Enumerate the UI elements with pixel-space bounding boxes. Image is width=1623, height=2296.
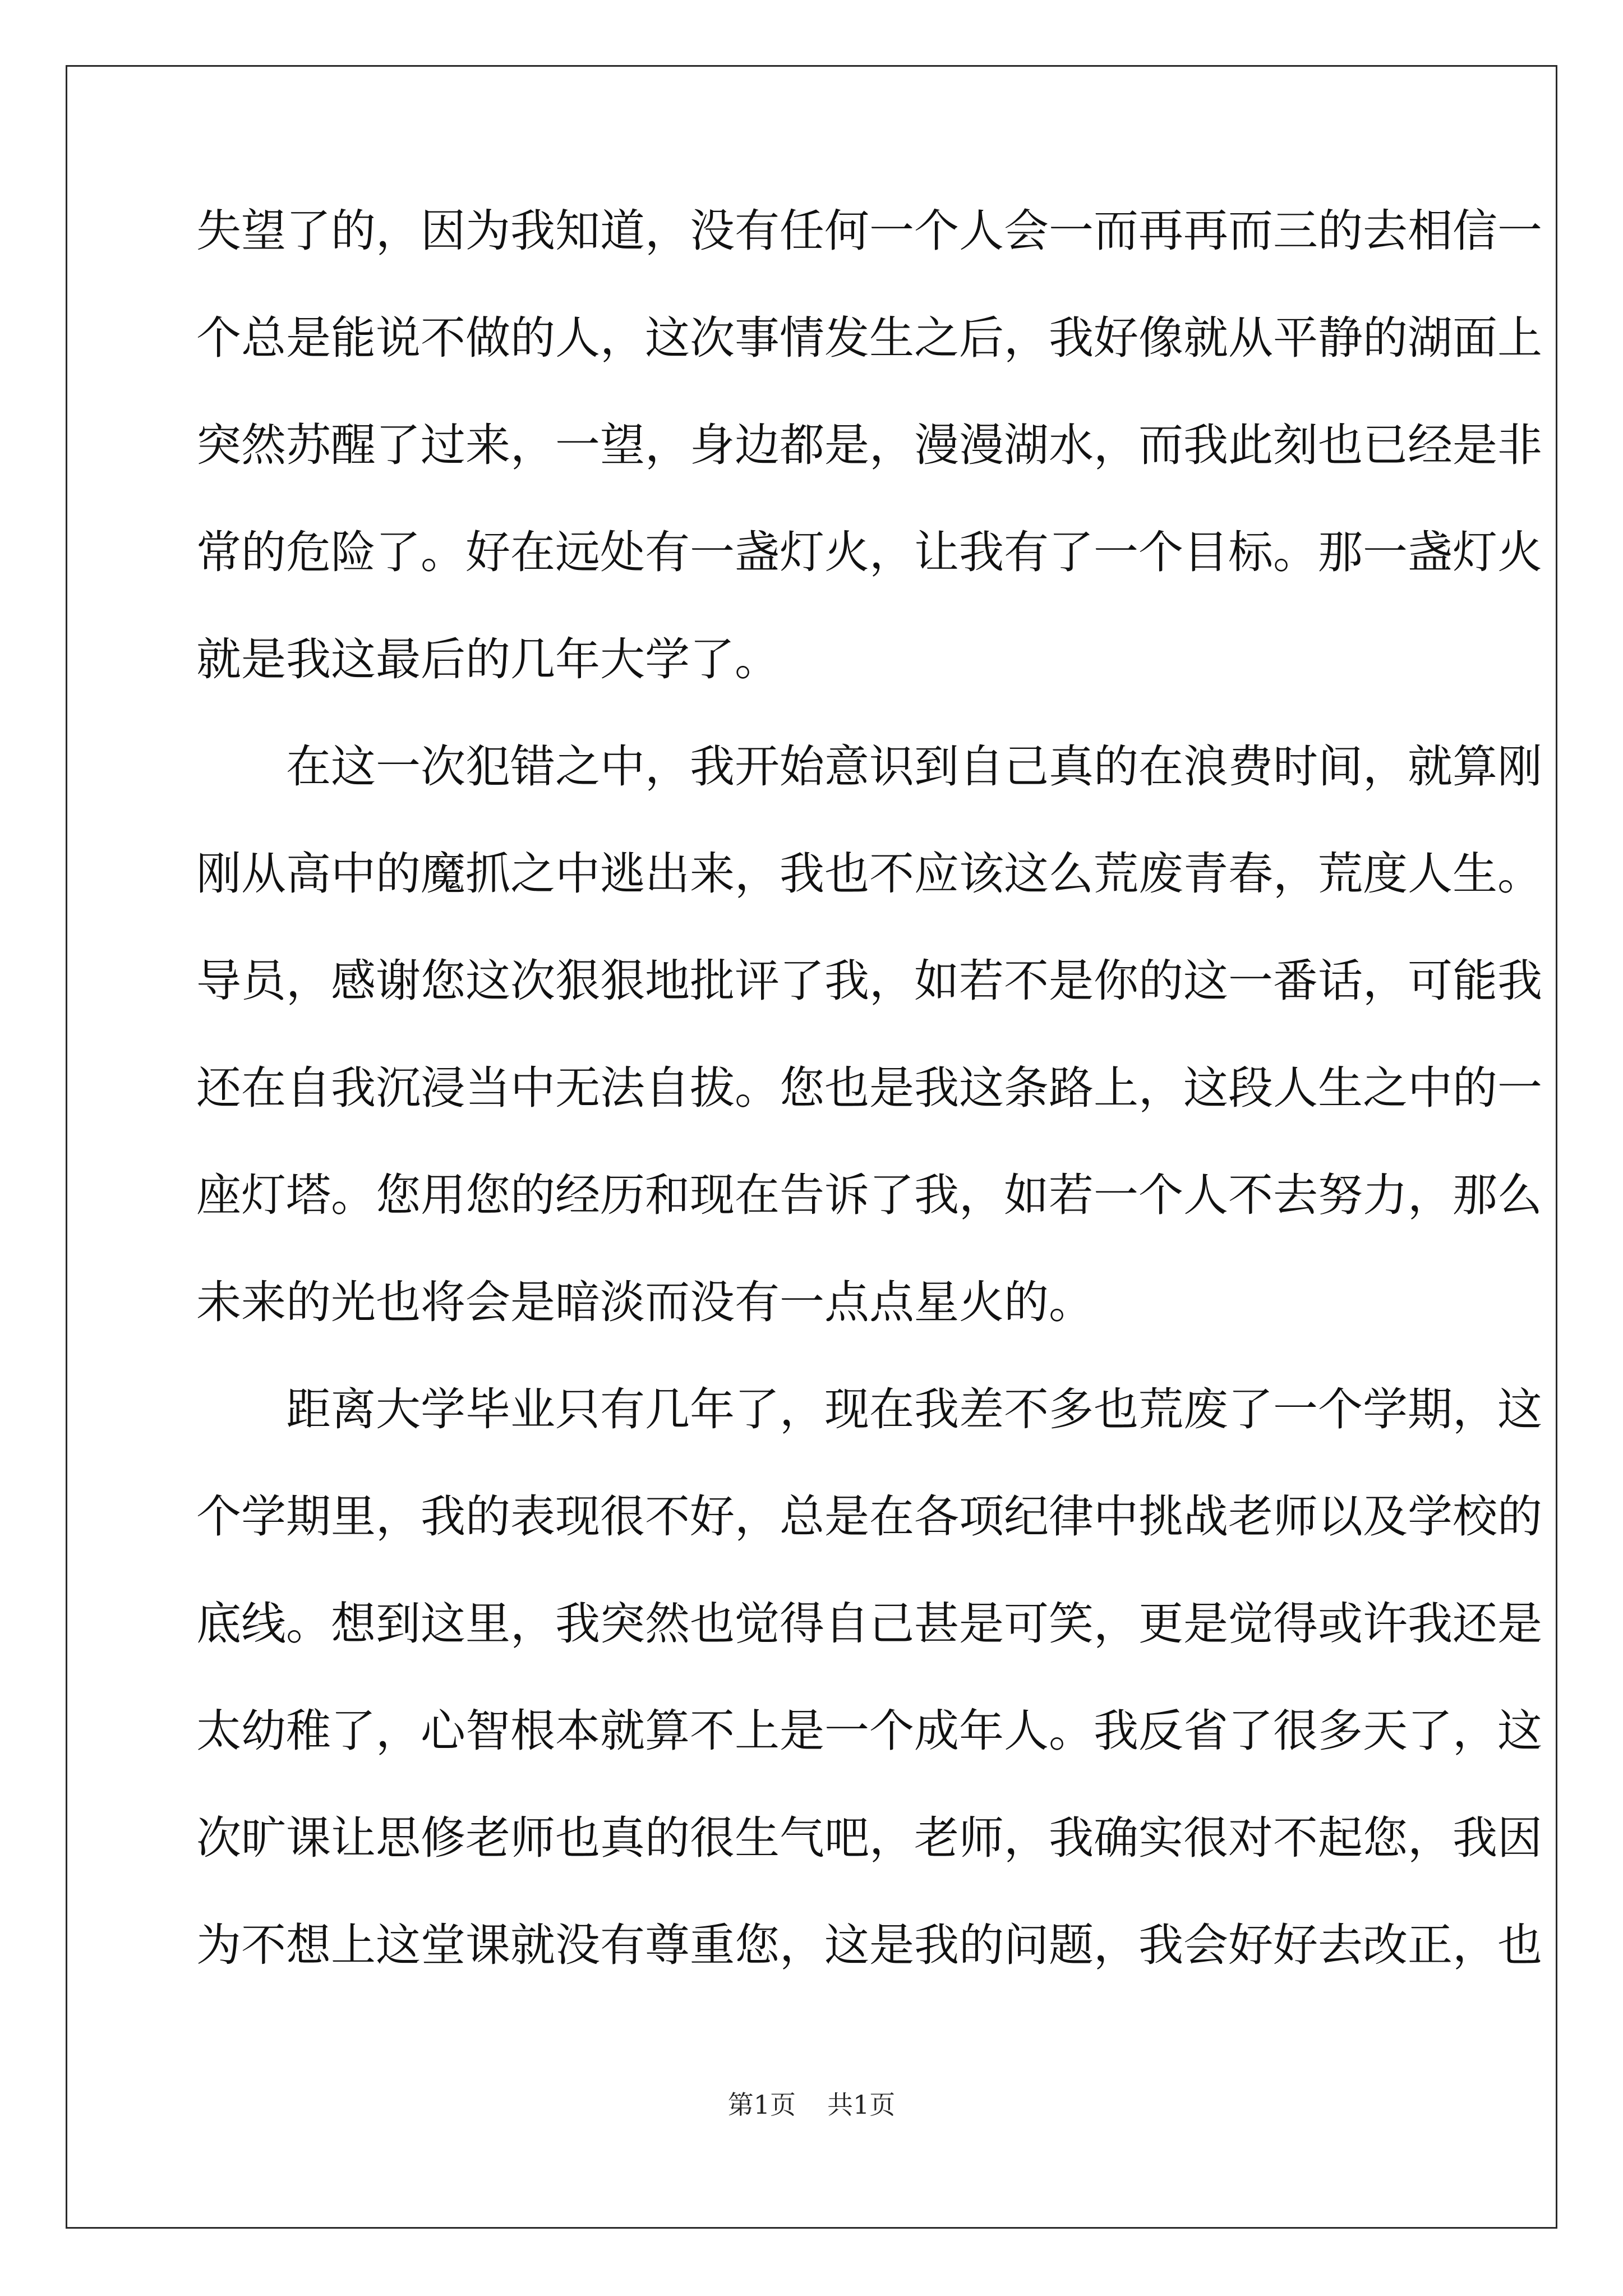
text-line: 突然苏醒了过来，一望，身边都是，漫漫湖水，而我此刻也已经是非 <box>196 419 1542 471</box>
text-line: 为不想上这堂课就没有尊重您，这是我的问题，我会好好去改正，也 <box>196 1919 1542 1971</box>
text-line: 还在自我沉浸当中无法自拔。您也是我这条路上，这段人生之中的一 <box>196 1062 1542 1114</box>
text-line: 次旷课让思修老师也真的很生气吧，老师，我确实很对不起您，我因 <box>196 1812 1542 1864</box>
text-line: 导员，感谢您这次狠狠地批评了我，如若不是你的这一番话，可能我 <box>196 955 1542 1007</box>
page-footer <box>0 2088 1623 2122</box>
text-line: 距离大学毕业只有几年了，现在我差不多也荒废了一个学期，这 <box>196 1383 1542 1435</box>
text-line: 底线。想到这里，我突然也觉得自己甚是可笑，更是觉得或许我还是 <box>196 1598 1542 1650</box>
text-line: 个总是能说不做的人，这次事情发生之后，我好像就从平静的湖面上 <box>196 312 1542 364</box>
text-line: 座灯塔。您用您的经历和现在告诉了我，如若一个人不去努力，那么 <box>196 1169 1542 1221</box>
text-line: 失望了的，因为我知道，没有任何一个人会一而再再而三的去相信一 <box>196 205 1542 257</box>
page-number-total: 共1页 <box>827 2090 896 2120</box>
text-line: 就是我这最后的几年大学了。 <box>196 633 780 685</box>
text-line: 常的危险了。好在远处有一盏灯火，让我有了一个目标。那一盏灯火 <box>196 526 1542 578</box>
text-line: 刚从高中的魔抓之中逃出来，我也不应该这么荒废青春，荒度人生。 <box>196 848 1542 900</box>
page-border <box>66 65 1557 2229</box>
text-line: 太幼稚了，心智根本就算不上是一个成年人。我反省了很多天了，这 <box>196 1705 1542 1757</box>
page-number-current: 第1页 <box>727 2090 796 2120</box>
text-line: 在这一次犯错之中，我开始意识到自己真的在浪费时间，就算刚 <box>196 740 1542 793</box>
text-line: 未来的光也将会是暗淡而没有一点点星火的。 <box>196 1276 1094 1328</box>
text-line: 个学期里，我的表现很不好，总是在各项纪律中挑战老师以及学校的 <box>196 1490 1542 1543</box>
